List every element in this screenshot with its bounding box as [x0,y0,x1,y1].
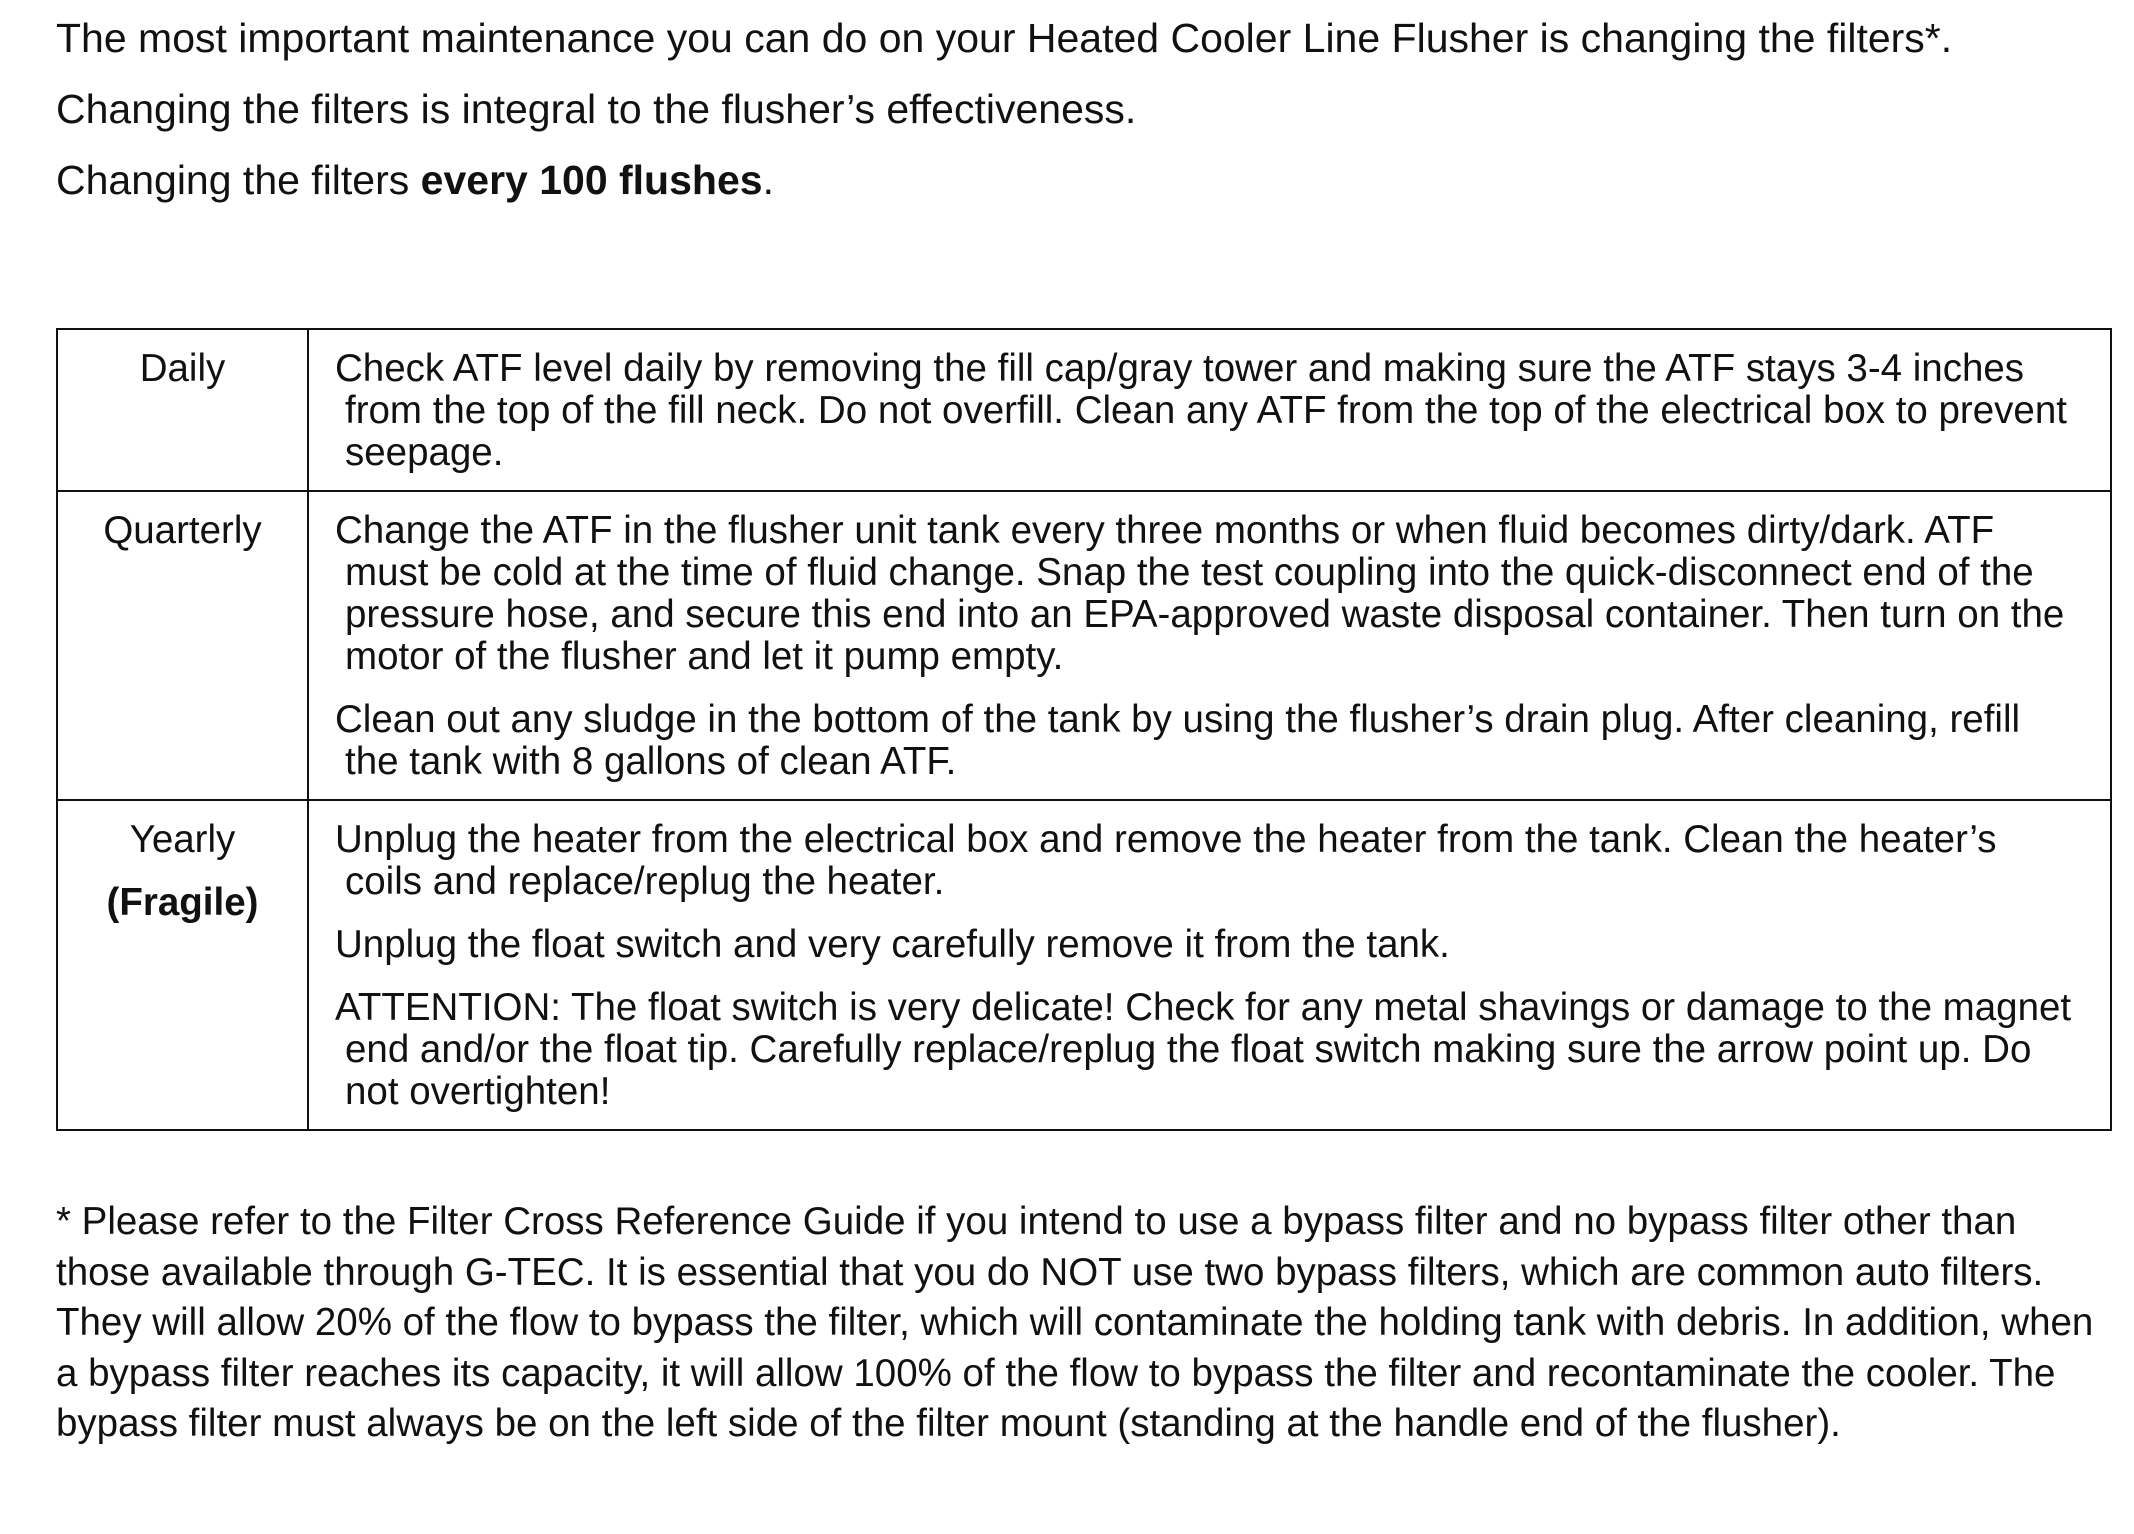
frequency-label: Quarterly [103,509,262,552]
intro-section [56,14,2116,227]
task-text: Check ATF level daily by removing the fill cap/gray tower and making sure the ATF stays 3-4 inches from the top of the fill neck. Do not overfill. Clean any ATF from the top of the electrical box to prevent seepage. [335,347,2067,474]
task-text: Unplug the heater from the electrical box and remove the heater from the tank. Clean the heater’s coils and replace/replug the heater. [335,818,1997,903]
intro-line-3-emphasis: every 100 flushes [420,157,763,203]
intro-line-3-prefix: Changing the filters [56,157,421,203]
table-row-yearly [57,800,2111,1130]
task-text: ATTENTION: The float switch is very delicate! Check for any metal shavings or damage to the magnet end and/or the float tip. Carefully replace/replug the float switch making sure the arrow point up. Do not overtighten! [335,986,2072,1113]
frequency-label: Yearly [129,818,236,861]
intro-line-2: Changing the filters is integral to the flusher’s effectiveness. [56,86,1137,132]
table-row-quarterly [57,491,2111,800]
tasks-cell [308,329,2111,491]
footnote: * Please refer to the Filter Cross Reference Guide if you intend to use a bypass filter and no bypass filter other than those available through G-TEC. It is essential that you do NOT use two bypass filters, which are common auto filters. They will allow 20% of the flow to bypass the filter, which will contaminate the holding tank with debris. In addition, when a bypass filter reaches its capacity, it will allow 100% of the flow to bypass the filter and recontaminate the cooler. The bypass filter must always be on the left side of the filter mount (standing at the handle end of the flusher). [56,1200,2094,1445]
task-text: Unplug the float switch and very carefully remove it from the tank. [335,923,1450,966]
frequency-note: (Fragile) [106,881,259,924]
frequency-cell [57,800,308,1130]
intro-line-1: The most important maintenance you can do on your Heated Cooler Line Flusher is changing the filters*. [56,15,1953,61]
maintenance-schedule-table [56,328,2112,1131]
tasks-cell [308,800,2111,1130]
frequency-cell [57,491,308,800]
task-text: Change the ATF in the flusher unit tank every three months or when fluid becomes dirty/dark. ATF must be cold at the time of fluid change. Snap the test coupling into the quick-disconnect end of the pressure hose, and secure this end into an EPA-approved waste disposal container. Then turn on the motor of the flusher and let it pump empty. [335,509,2065,678]
table-row-daily [57,329,2111,491]
intro-line-3 [56,156,2116,227]
tasks-cell [308,491,2111,800]
frequency-cell [57,329,308,491]
frequency-label: Daily [139,347,226,390]
task-text: Clean out any sludge in the bottom of the tank by using the flusher’s drain plug. After cleaning, refill the tank with 8 gallons of clean ATF. [335,698,2021,783]
intro-line-3-suffix: . [762,157,774,203]
